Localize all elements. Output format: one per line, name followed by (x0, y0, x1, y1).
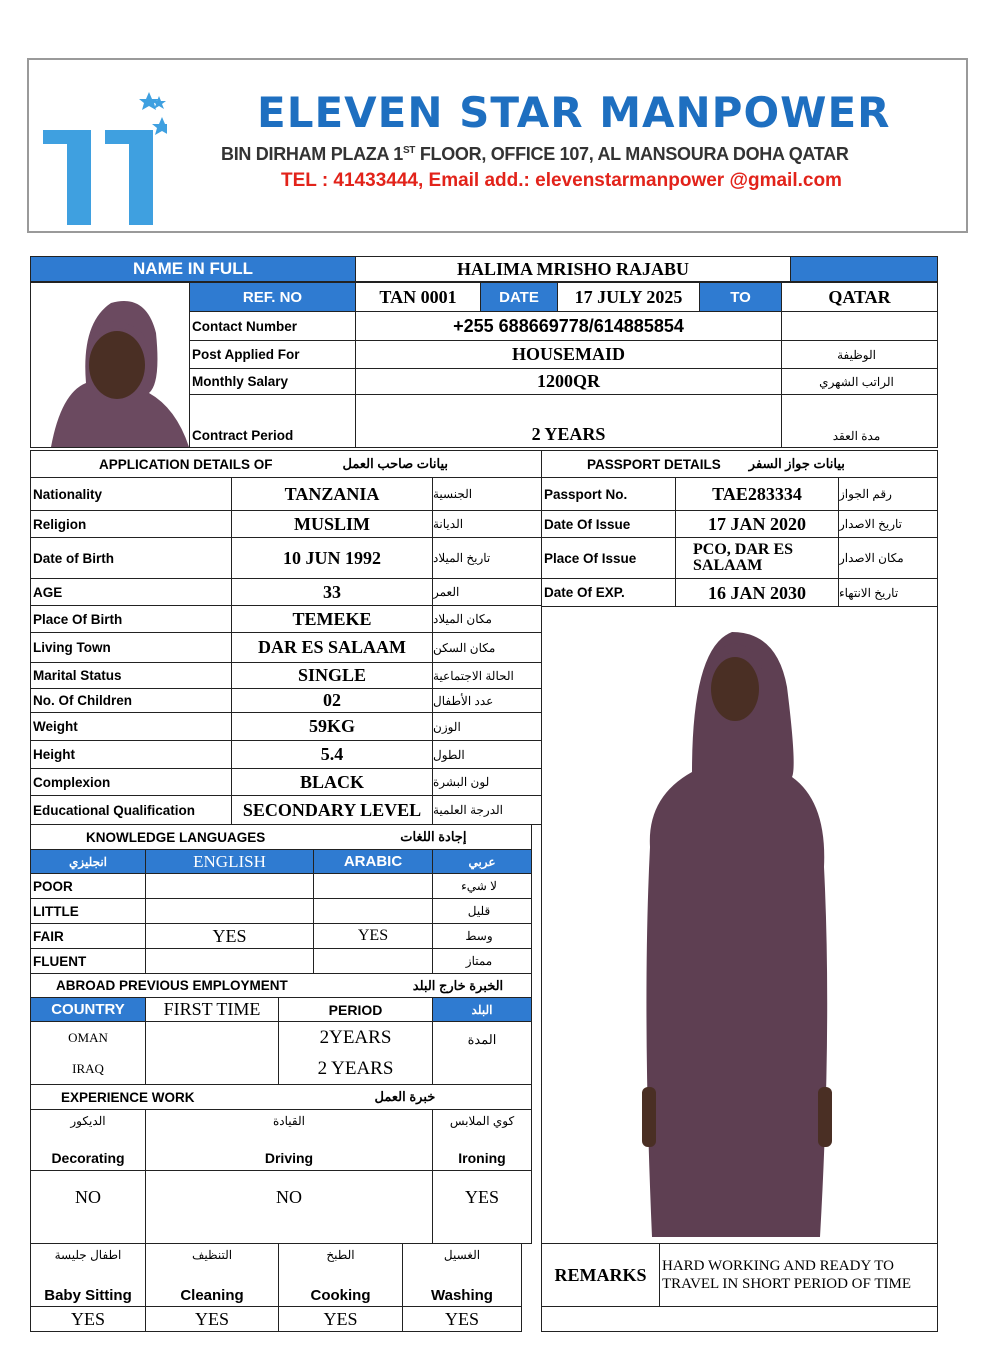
lang-ar: وسط (432, 923, 532, 949)
experience-cell (30, 1109, 146, 1171)
experience-ar: الغسيل (443, 1248, 481, 1262)
remarks-label: REMARKS (541, 1243, 660, 1307)
portrait-photo (30, 282, 190, 448)
lang-english-value (145, 948, 314, 974)
passport-value: 17 JAN 2020 (675, 510, 839, 538)
languages-header: KNOWLEDGE LANGUAGES إجادة اللغات (30, 824, 532, 850)
name-blue-cap (790, 256, 938, 282)
name-value: HALIMA MRISHO RAJABU (355, 256, 791, 282)
experience-ar: كوي الملابس (449, 1114, 515, 1128)
salary-value: 1200QR (355, 368, 782, 395)
remarks-text: HARD WORKING AND READY TO TRAVEL IN SHORT PERIOD OF TIME (659, 1243, 938, 1307)
personal-label: Height (30, 740, 232, 769)
period-col-label: PERIOD (278, 997, 433, 1022)
salary-ar: الراتب الشهري (781, 368, 938, 395)
lang-english-value: YES (145, 923, 314, 949)
period-label: Contract Period (189, 394, 356, 448)
personal-label: Weight (30, 712, 232, 741)
lang-ar: ممتاز (432, 948, 532, 974)
lang-arabic-ar-header: عربي (432, 849, 532, 874)
lang-ar: قليل (432, 898, 532, 924)
experience-cell (145, 1243, 279, 1307)
remarks-footer (541, 1306, 938, 1332)
passport-ar: تاريخ الاصدار (838, 510, 938, 538)
personal-value: 5.4 (231, 740, 433, 769)
passport-ar: تاريخ الانتهاء (838, 578, 938, 607)
date-value: 17 JULY 2025 (557, 282, 700, 312)
personal-label: Place Of Birth (30, 605, 232, 633)
personal-value: TEMEKE (231, 605, 433, 633)
passport-value: PCO, DAR ES SALAAM (675, 537, 839, 579)
personal-label: Nationality (30, 477, 232, 511)
personal-label: Complexion (30, 768, 232, 796)
experience-ar: القيادة (273, 1114, 305, 1128)
experience-cell (278, 1243, 403, 1307)
passport-ar: رقم الجواز (838, 477, 938, 511)
experience-label: Cooking (310, 1287, 371, 1304)
personal-label: Living Town (30, 632, 232, 663)
company-header (27, 58, 968, 233)
passport-label: Date Of EXP. (541, 578, 676, 607)
experience-label: Decorating (51, 1150, 125, 1166)
post-value: HOUSEMAID (355, 340, 782, 369)
personal-label: Religion (30, 510, 232, 538)
ref-label: REF. NO (189, 282, 356, 312)
experience-value: YES (432, 1170, 532, 1244)
lang-arabic-value (313, 873, 433, 899)
personal-value: SECONDARY LEVEL (231, 795, 433, 825)
lang-arabic-header: ARABIC (313, 849, 433, 874)
abroad-periods (278, 1021, 433, 1085)
experience-ar: الديكور (70, 1114, 106, 1128)
personal-value: 59KG (231, 712, 433, 741)
experience-value: NO (145, 1170, 433, 1244)
country-1: OMAN (68, 1029, 108, 1045)
experience-value: NO (30, 1170, 146, 1244)
contact-value: +255 688669778/614885854 (355, 311, 782, 341)
lang-english-header: ENGLISH (145, 849, 314, 874)
experience-value: YES (145, 1306, 279, 1332)
lang-level: LITTLE (30, 898, 146, 924)
personal-value: DAR ES SALAAM (231, 632, 433, 663)
period-2: 2 YEARS (317, 1057, 394, 1079)
period-value: 2 YEARS (355, 394, 782, 448)
passport-value: 16 JAN 2030 (675, 578, 839, 607)
personal-ar: الوزن (432, 712, 542, 741)
name-label: NAME IN FULL (30, 256, 356, 282)
personal-value: MUSLIM (231, 510, 433, 538)
passport-header: PASSPORT DETAILS بيانات جواز السفر (541, 450, 938, 478)
personal-ar: مكان الميلاد (432, 605, 542, 633)
personal-value: TANZANIA (231, 477, 433, 511)
personal-value: 10 JUN 1992 (231, 537, 433, 579)
post-label: Post Applied For (189, 340, 356, 369)
experience-ar: الطبخ (326, 1248, 355, 1262)
lang-level: POOR (30, 873, 146, 899)
experience-label: Washing (431, 1287, 493, 1304)
personal-value: SINGLE (231, 662, 433, 689)
personal-ar: تاريخ الميلاد (432, 537, 542, 579)
to-value: QATAR (781, 282, 938, 312)
personal-value: 33 (231, 578, 433, 606)
personal-value: BLACK (231, 768, 433, 796)
personal-label: Marital Status (30, 662, 232, 689)
passport-label: Place Of Issue (541, 537, 676, 579)
period-1: 2YEARS (319, 1026, 392, 1048)
application-header: APPLICATION DETAILS OF بيانات صاحب العمل (30, 450, 542, 478)
personal-ar: عدد الأطفال (432, 688, 542, 713)
lang-arabic-value (313, 948, 433, 974)
personal-ar: العمر (432, 578, 542, 606)
experience-label: Driving (264, 1150, 314, 1166)
abroad-blank (145, 1021, 279, 1085)
ref-value: TAN 0001 (355, 282, 481, 312)
experience-header: EXPERIENCE WORK خبرة العمل (30, 1084, 532, 1110)
abroad-header: ABROAD PREVIOUS EMPLOYMENT الخبرة خارج البلد (30, 973, 532, 998)
lang-en-ar-header: انجليزي (30, 849, 146, 874)
contact-label: Contact Number (189, 311, 356, 341)
country-label: COUNTRY (30, 997, 146, 1022)
contact-ar-blank (781, 311, 938, 341)
personal-label: AGE (30, 578, 232, 606)
first-time: FIRST TIME (145, 997, 279, 1022)
personal-label: Date of Birth (30, 537, 232, 579)
experience-cell (145, 1109, 433, 1171)
star-icon (139, 92, 167, 135)
experience-cell (30, 1243, 146, 1307)
country-2: IRAQ (72, 1060, 104, 1076)
abroad-countries (30, 1021, 146, 1085)
personal-label: No. Of Children (30, 688, 232, 713)
date-label: DATE (480, 282, 558, 312)
lang-level: FAIR (30, 923, 146, 949)
personal-value: 02 (231, 688, 433, 713)
passport-label: Passport No. (541, 477, 676, 511)
experience-value: YES (30, 1306, 146, 1332)
lang-arabic-value (313, 898, 433, 924)
personal-ar: الطول (432, 740, 542, 769)
lang-arabic-value: YES (313, 923, 433, 949)
experience-ar: اطفال جليسة (54, 1248, 122, 1262)
full-body-photo (541, 606, 938, 1244)
experience-cell (402, 1243, 522, 1307)
company-name: ELEVEN STAR MANPOWER (257, 88, 891, 137)
experience-label: Cleaning (180, 1287, 244, 1304)
experience-cell (432, 1109, 532, 1171)
lang-english-value (145, 873, 314, 899)
passport-value: TAE283334 (675, 477, 839, 511)
to-label: TO (699, 282, 782, 312)
personal-ar: لون البشرة (432, 768, 542, 796)
company-contact: TEL : 41433444, Email add.: elevenstarmanpower @gmail.com (281, 170, 842, 191)
experience-value: YES (278, 1306, 403, 1332)
personal-ar: الدرجة العلمية (432, 795, 542, 825)
experience-value: YES (402, 1306, 522, 1332)
experience-ar: التنظيف (191, 1248, 233, 1262)
period-ar: مدة العقد (781, 394, 938, 448)
salary-label: Monthly Salary (189, 368, 356, 395)
lang-english-value (145, 898, 314, 924)
experience-label: Ironing (458, 1150, 506, 1166)
passport-label: Date Of Issue (541, 510, 676, 538)
experience-label: Baby Sitting (44, 1287, 132, 1304)
lang-ar: لا شيء (432, 873, 532, 899)
lang-level: FLUENT (30, 948, 146, 974)
personal-ar: مكان السكن (432, 632, 542, 663)
company-address: BIN DIRHAM PLAZA 1ST FLOOR, OFFICE 107, AL MANSOURA DOHA QATAR (221, 144, 849, 164)
post-ar: الوظيفة (781, 340, 938, 369)
company-logo (37, 90, 167, 225)
personal-label: Educational Qualification (30, 795, 232, 825)
personal-ar: الديانة (432, 510, 542, 538)
passport-ar: مكان الاصدار (838, 537, 938, 579)
personal-ar: الجنسية (432, 477, 542, 511)
country-ar-label: البلد (432, 997, 532, 1022)
period-ar-label: المدة (432, 1021, 532, 1085)
personal-ar: الحالة الاجتماعية (432, 662, 542, 689)
